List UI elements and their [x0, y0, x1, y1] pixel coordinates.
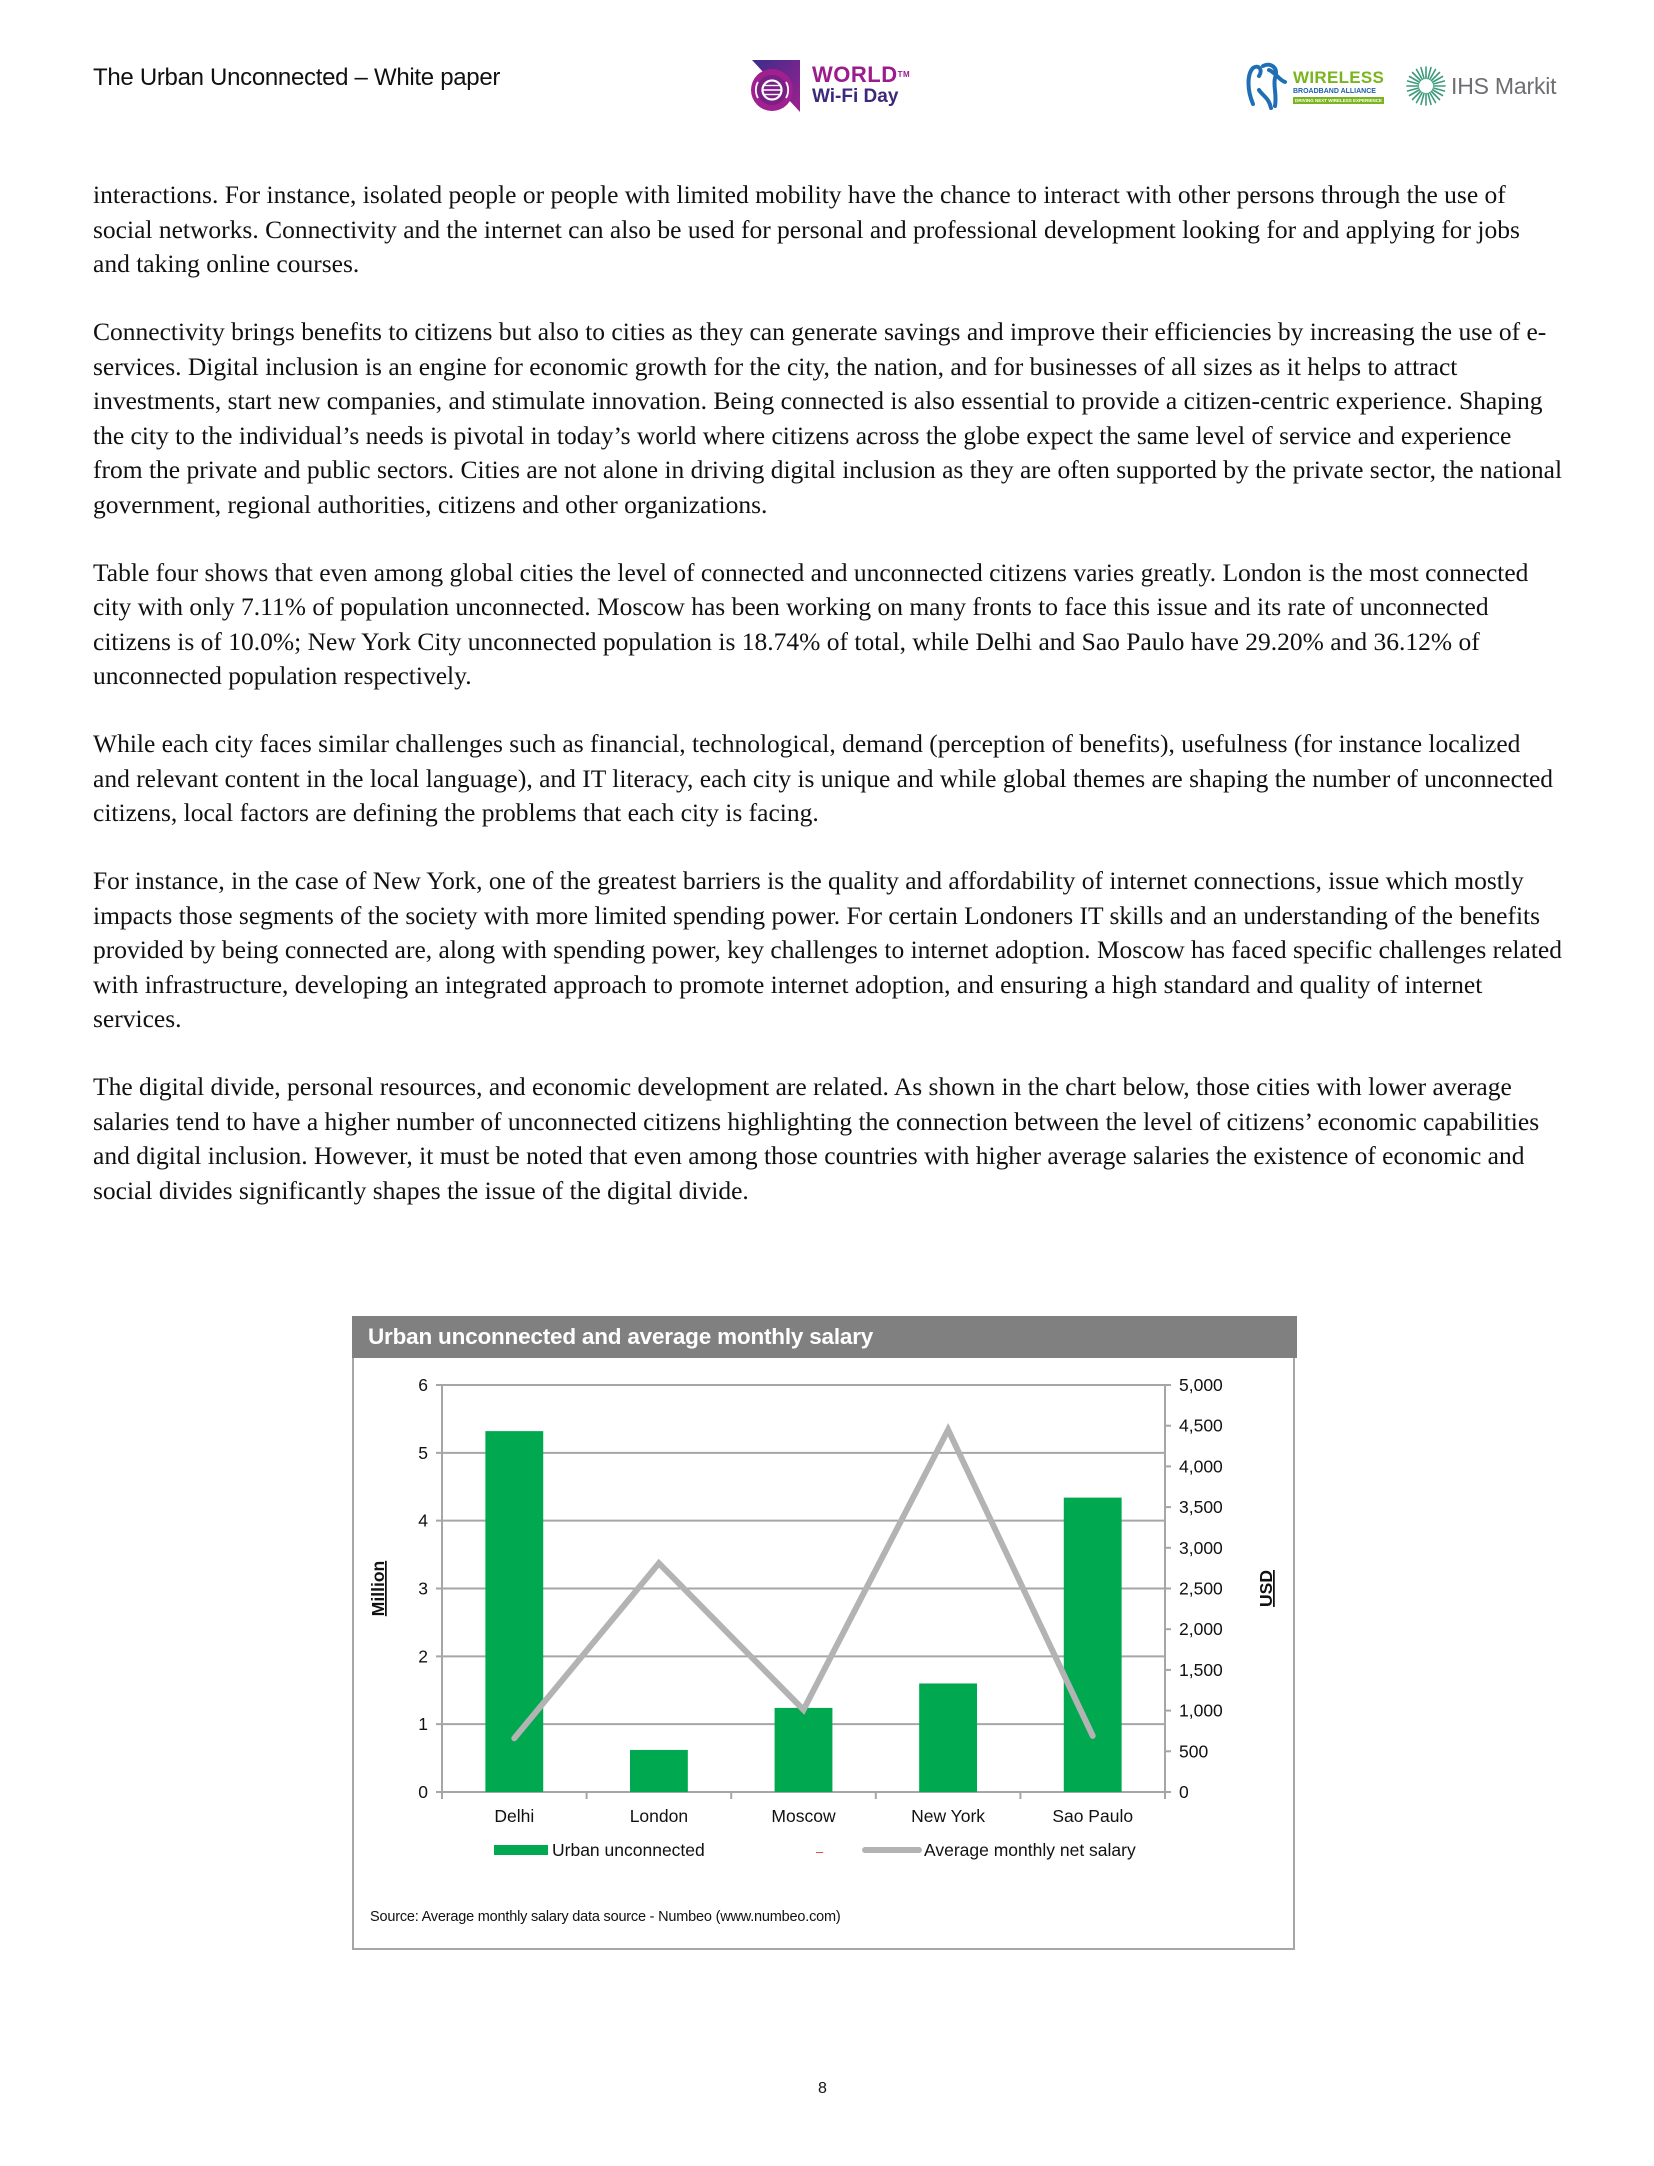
legend-item-average-salary: [862, 1838, 1136, 1862]
ihs-markit-logo: [1405, 64, 1556, 108]
right-axis-title: USD: [1256, 1570, 1276, 1607]
right-axis-tick-label: 5,000: [1179, 1375, 1223, 1395]
left-axis-tick-label: 6: [418, 1375, 428, 1395]
ihs-starburst-icon: [1405, 65, 1447, 107]
right-axis-tick-label: 3,500: [1179, 1497, 1223, 1518]
bar-new-york: [919, 1683, 977, 1792]
page-header: [0, 0, 1654, 140]
logo-text-broadband-alliance: BROADBAND ALLIANCE: [1293, 87, 1376, 95]
right-axis-tick-label: 4,000: [1179, 1456, 1223, 1477]
left-axis-tick-label: 5: [418, 1442, 428, 1463]
logo-tagline: DRIVING NEXT WIRELESS EXPERIENCE: [1293, 97, 1384, 104]
chart-source-note: Source: Average monthly salary data source - Numbeo (www.numbeo.com): [370, 1909, 841, 1925]
category-label: Delhi: [494, 1806, 535, 1826]
right-axis-tick-label: 1,000: [1179, 1700, 1223, 1721]
bar-sao-paulo: [1064, 1498, 1122, 1792]
wba-ribbon-icon: [1245, 60, 1289, 112]
left-axis-tick-label: 2: [418, 1646, 428, 1667]
category-label: Moscow: [771, 1806, 836, 1826]
trademark: TM: [897, 70, 911, 79]
category-label: New York: [911, 1806, 986, 1826]
legend-label: Urban unconnected: [552, 1839, 705, 1860]
chart-legend: [494, 1838, 1194, 1862]
paragraph: Table four shows that even among global cities the level of connected and unconnected citizens varies greatly. London is the most connected city with only 7.11% of population unconnected. Moscow has been working on many fronts to face this issue and its rate of unconnected citizens is of 10.0%; New York City unconnected population is 18.74% of total, while Delhi and Sao Paulo have 29.20% and 36.12% of unconnected population respectively.: [93, 557, 1529, 690]
wifi-globe-icon: [748, 56, 804, 116]
category-label: London: [629, 1806, 689, 1826]
right-axis-tick-label: 0: [1179, 1782, 1189, 1802]
paragraph: Connectivity brings benefits to citizens but also to cities as they can generate savings and improve their efficiencies by increasing the use of e-services. Digital inclusion is an engine for economic growth for the city, the nation, and for businesses of all sizes as it helps to attract investments, start new companies, and stimulate innovation. Being connected is also essential to provide a citizen-centric experience. Shaping the city to the individual’s needs is pivotal in today’s world where citizens across the globe expect the same level of service and experience from the private and public sectors. Cities are not alone in driving digital inclusion as they are often supported by the private sector, the national government, regional authorities, citizens and other organizations.: [93, 317, 1563, 519]
legend-bar-swatch: [494, 1845, 548, 1855]
paragraph: The digital divide, personal resources, and economic development are related. As shown in the chart below, those cities with lower average salaries tend to have a higher number of unconnected citizens highlighting the connection between the level of citizens’ economic capabilities and digital inclusion. However, it must be noted that even among those countries with higher average salaries the existence of economic and social divides significantly shapes the issue of the digital divide.: [93, 1072, 1540, 1205]
category-label: Sao Paulo: [1052, 1806, 1134, 1826]
document-title: The Urban Unconnected – White paper: [93, 64, 501, 91]
logo-text-world: WORLD: [812, 62, 898, 87]
wireless-broadband-alliance-logo: [1245, 58, 1395, 114]
bar-moscow: [775, 1708, 833, 1792]
salary-line: [514, 1430, 1092, 1739]
right-axis-tick-label: 1,500: [1179, 1659, 1223, 1680]
world-wifi-day-logo: [748, 54, 928, 118]
legend-item-urban-unconnected: [494, 1838, 705, 1862]
chart-figure: [352, 1316, 1295, 1950]
left-axis-tick-label: 0: [418, 1782, 428, 1802]
bar-london: [630, 1750, 688, 1792]
left-axis-title: Million: [368, 1560, 388, 1617]
legend-line-swatch: [862, 1847, 922, 1853]
paragraph: While each city faces similar challenges such as financial, technological, demand (perception of benefits), usefulness (for instance localized and relevant content in the local language), and IT literacy, each city is unique and while global themes are shaping the number of unconnected citizens, local factors are defining the problems that each city is facing.: [93, 729, 1554, 827]
right-axis-tick-label: 4,500: [1179, 1415, 1223, 1436]
body-text: [93, 178, 1563, 1242]
legend-label: Average monthly net salary: [924, 1839, 1136, 1860]
right-axis-tick-label: 2,000: [1179, 1619, 1223, 1640]
right-axis-tick-label: 3,000: [1179, 1537, 1223, 1558]
logo-text-wireless: WIRELESS: [1293, 67, 1385, 87]
right-axis-tick-label: 2,500: [1179, 1578, 1223, 1599]
paragraph: For instance, in the case of New York, one of the greatest barriers is the quality and affordability of internet connections, issue which mostly impacts those segments of the society with more limited spending power. For certain Londoners IT skills and an understanding of the benefits provided by being connected are, along with spending power, key challenges to internet adoption. Moscow has faced specific challenges related with infrastructure, developing an integrated approach to promote internet adoption, and ensuring a high standard and quality of internet services.: [93, 866, 1562, 1033]
left-axis-tick-label: 1: [418, 1714, 428, 1735]
chart-title: Urban unconnected and average monthly salary: [352, 1316, 1297, 1358]
page-number: 8: [818, 2080, 827, 2097]
logo-text-ihs-markit: IHS Markit: [1451, 72, 1557, 99]
left-axis-tick-label: 4: [418, 1510, 428, 1531]
left-axis-tick-label: 3: [418, 1578, 428, 1599]
paragraph: interactions. For instance, isolated people or people with limited mobility have the chance to interact with other persons through the use of social networks. Connectivity and the internet can also be used for personal and professional development looking for and applying for jobs and taking online courses.: [93, 180, 1520, 278]
right-axis-tick-label: 500: [1179, 1741, 1209, 1762]
logo-text-wifi-day: Wi-Fi Day: [812, 86, 899, 107]
legend-separator-mark: –: [816, 1844, 824, 1859]
